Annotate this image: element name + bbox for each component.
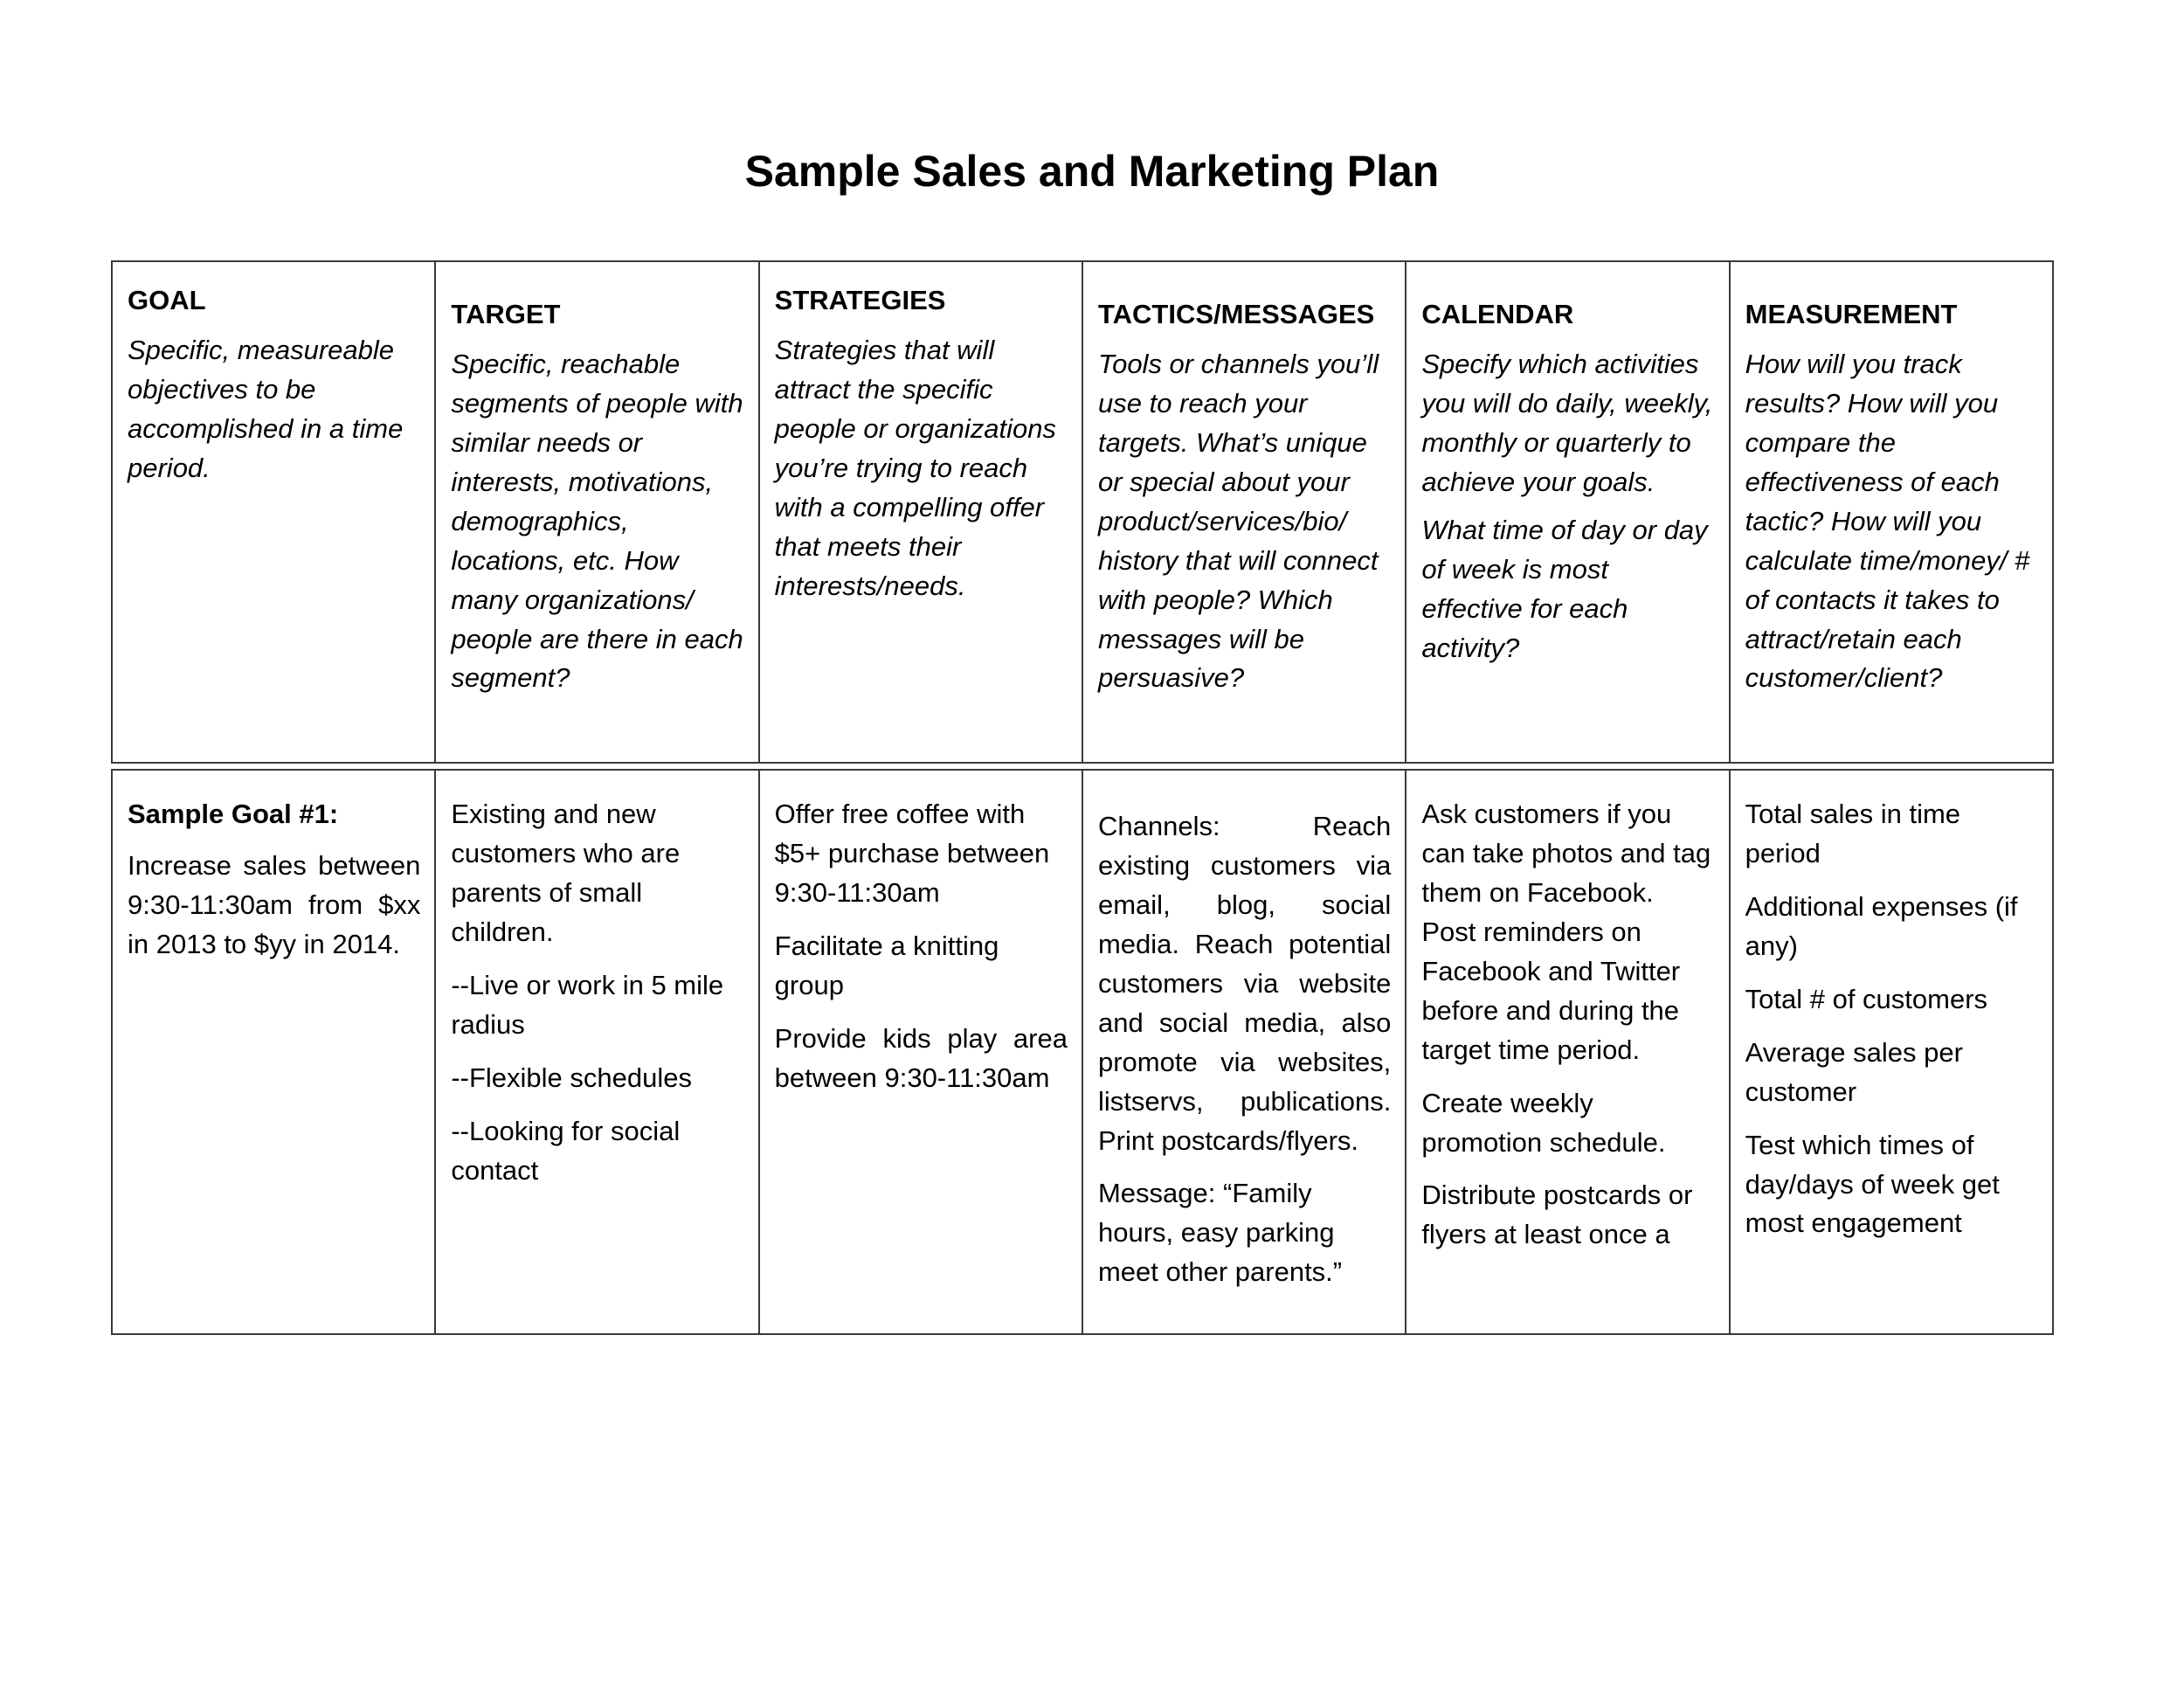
tactics-channels-text: Channels: Reach existing customers via email, blog, social media. Reach potential customers via website and social media, also promote via websites, listservs, publications. Print postcards/flyers. xyxy=(1097,811,1392,1156)
strategy-text: Provide kids play area between 9:30-11:30am xyxy=(774,1022,1068,1093)
calendar-cell xyxy=(1406,770,1729,1334)
strategy-text: Offer free coffee with $5+ purchase between 9:30-11:30am xyxy=(774,799,1050,908)
strategies-column-title: STRATEGIES xyxy=(774,285,946,315)
target-column-description: Specific, reachable segments of people with similar needs or interests, motivations, demographics, locations, etc. How many organizations/ people are there in each segment? xyxy=(451,348,743,694)
header-cell-target xyxy=(435,261,758,763)
strategy-text: Facilitate a knitting group xyxy=(774,930,999,1000)
target-text: --Flexible schedules xyxy=(451,1062,692,1093)
strategies-column-description: Strategies that will attract the specific people or organizations you’re trying to reach with a compelling offer that meets their interests/needs. xyxy=(774,334,1056,601)
sample-goal-label: Sample Goal #1: xyxy=(128,799,339,829)
target-column-title: TARGET xyxy=(451,299,561,329)
calendar-column-description: Specify which activities you will do daily, weekly, monthly or quarterly to achieve your goals. xyxy=(1421,348,1713,497)
calendar-column-title: CALENDAR xyxy=(1421,299,1574,329)
header-cell-goal xyxy=(112,261,435,763)
calendar-column-description-2: What time of day or day of week is most effective for each activity? xyxy=(1421,514,1708,663)
calendar-text: Create weekly promotion schedule. xyxy=(1421,1087,1666,1158)
calendar-text: Distribute postcards or flyers at least once a xyxy=(1421,1180,1693,1250)
tactics-column-description: Tools or channels you’ll use to reach your targets. What’s unique or special about your product/services/bio/ history that will connect with people? Which messages will be persuasive? xyxy=(1097,348,1379,694)
strategies-cell xyxy=(759,770,1082,1334)
header-row xyxy=(112,261,2053,763)
tactics-message-text: Message: “Family hours, easy parking meet other parents.” xyxy=(1097,1178,1343,1288)
measurement-cell xyxy=(1730,770,2053,1334)
measurement-text: Test which times of day/days of week get most engagement xyxy=(1745,1129,2000,1239)
target-text: --Live or work in 5 mile radius xyxy=(451,969,724,1040)
header-cell-measurement xyxy=(1730,261,2053,763)
sample-goal-table xyxy=(111,769,2054,1335)
header-cell-tactics xyxy=(1082,261,1406,763)
target-cell xyxy=(435,770,758,1334)
sample-goal-text: Increase sales between 9:30-11:30am from $xx in 2013 to $yy in 2014. xyxy=(128,849,421,959)
header-cell-calendar xyxy=(1406,261,1729,763)
goal-column-description: Specific, measureable objectives to be accomplished in a time period. xyxy=(128,334,404,483)
measurement-text: Total sales in time period xyxy=(1745,799,1961,868)
measurement-column-title: MEASUREMENT xyxy=(1745,299,1958,329)
page-title: Sample Sales and Marketing Plan xyxy=(744,147,1440,196)
header-cell-strategies xyxy=(759,261,1082,763)
sample-goal-row xyxy=(112,770,2053,1334)
tactics-cell xyxy=(1082,770,1406,1334)
measurement-text: Average sales per customer xyxy=(1745,1036,1963,1107)
target-text: Existing and new customers who are parents of small children. xyxy=(451,799,681,947)
measurement-text: Total # of customers xyxy=(1745,983,1988,1014)
goal-cell xyxy=(112,770,435,1334)
goal-column-title: GOAL xyxy=(128,285,206,315)
target-text: --Looking for social contact xyxy=(451,1115,681,1186)
measurement-text: Additional expenses (if any) xyxy=(1745,890,2018,961)
calendar-text: Ask customers if you can take photos and tag them on Facebook. Post reminders on Facebook and Twitter before and during the target time period. xyxy=(1421,799,1711,1065)
plan-header-table xyxy=(111,260,2054,764)
tactics-column-title: TACTICS/MESSAGES xyxy=(1097,299,1375,329)
measurement-column-description: How will you track results? How will you compare the effectiveness of each tactic? How will you calculate time/money/ # of contacts it takes to attract/retain each customer/client? xyxy=(1745,348,2030,694)
